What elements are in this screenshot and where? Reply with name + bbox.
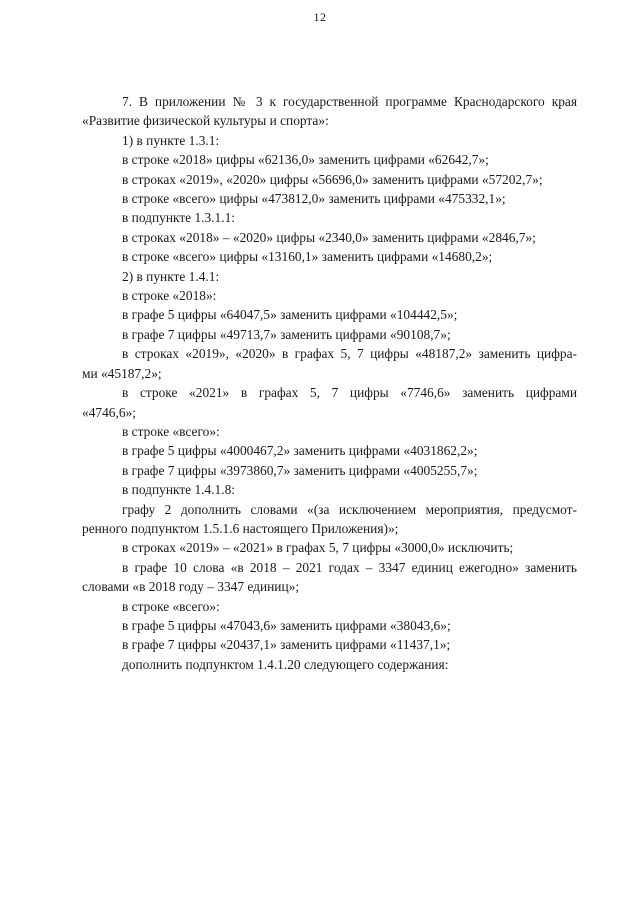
paragraph-line: в строках «2019», «2020» в графах 5, 7 цифры «48187,2» заменить цифра- — [122, 346, 577, 362]
paragraph-line: в графе 7 цифры «3973860,7» заменить цифрами «4005255,7»; — [122, 462, 478, 478]
paragraph-line: ми «45187,2»; — [82, 365, 162, 381]
paragraph-line: в графе 10 слова «в 2018 – 2021 годах – 3347 единиц ежегодно» заменить — [122, 559, 577, 575]
paragraph-line: в строке «2021» в графах 5, 7 цифры «7746,6» заменить цифрами — [122, 385, 577, 401]
document-body — [82, 92, 577, 674]
paragraph-line: графу 2 дополнить словами «(за исключением мероприятия, предусмот- — [122, 501, 577, 517]
paragraph-line: 7. В приложении № 3 к государственной программе Краснодарского края — [122, 94, 577, 109]
paragraph-line: в графе 5 цифры «4000467,2» заменить цифрами «4031862,2»; — [122, 443, 478, 459]
paragraph-line: в строках «2019» – «2021» в графах 5, 7 цифры «3000,0» исключить; — [122, 540, 514, 556]
paragraph-line: в графе 7 цифры «49713,7» заменить цифрами «90108,7»; — [122, 326, 451, 342]
paragraph-line: в графе 7 цифры «20437,1» заменить цифрами «11437,1»; — [122, 637, 451, 653]
paragraph-line: дополнить подпунктом 1.4.1.20 следующего содержания: — [122, 656, 449, 672]
paragraph-line: в строке «всего» цифры «13160,1» заменить цифрами «14680,2»; — [122, 249, 493, 265]
paragraph-line: в строке «2018»: — [122, 288, 217, 304]
paragraph-line: ренного подпунктом 1.5.1.6 настоящего Приложения)»; — [82, 520, 399, 536]
paragraph-line: в строках «2018» – «2020» цифры «2340,0» заменить цифрами «2846,7»; — [122, 229, 536, 245]
page-number: 12 — [313, 10, 327, 24]
paragraph-line: в подпункте 1.3.1.1: — [122, 210, 236, 226]
paragraph-line: в строке «всего» цифры «473812,0» заменить цифрами «475332,1»; — [122, 191, 506, 207]
paragraph-line: «Развитие физической культуры и спорта»: — [82, 113, 329, 129]
paragraph-line: в строке «2018» цифры «62136,0» заменить цифрами «62642,7»; — [122, 152, 489, 168]
paragraph-line: в строке «всего»: — [122, 423, 220, 439]
paragraph-line: словами «в 2018 году – 3347 единиц»; — [82, 579, 300, 595]
paragraph-line: в графе 5 цифры «47043,6» заменить цифрами «38043,6»; — [122, 617, 451, 633]
paragraph-line: 1) в пункте 1.3.1: — [122, 132, 220, 148]
paragraph-line: в строках «2019», «2020» цифры «56696,0» заменить цифрами «57202,7»; — [122, 171, 543, 187]
paragraph-line: в графе 5 цифры «64047,5» заменить цифрами «104442,5»; — [122, 307, 458, 323]
paragraph-line: 2) в пункте 1.4.1: — [122, 268, 220, 284]
paragraph-line: в подпункте 1.4.1.8: — [122, 482, 236, 498]
paragraph-line: «4746,6»; — [82, 404, 136, 420]
paragraph-line: в строке «всего»: — [122, 598, 220, 614]
